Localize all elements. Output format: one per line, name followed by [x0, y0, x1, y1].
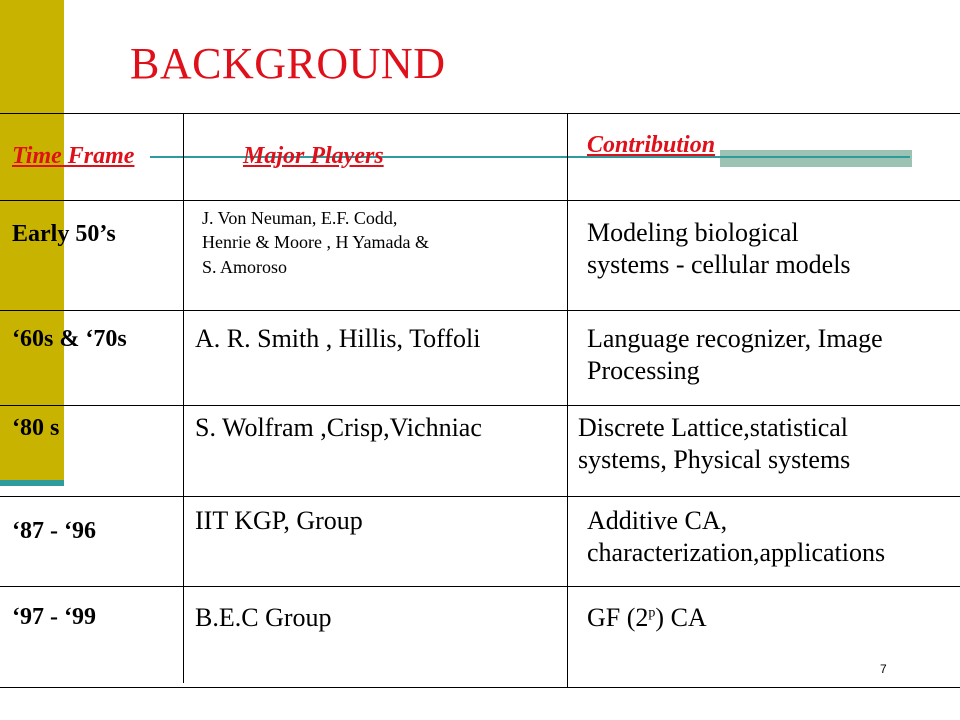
header-time-frame: Time Frame [12, 143, 135, 169]
contribution-line: Language recognizer, Image [587, 324, 883, 353]
header-accent-block [720, 150, 912, 167]
row-major-players: B.E.C Group [195, 603, 332, 632]
row-major-players: S. Wolfram ,Crisp,Vichniac [195, 413, 482, 442]
contribution-line: Processing [587, 355, 700, 385]
contribution-line: Additive CA, [587, 506, 728, 535]
header-major-players: Major Players [243, 143, 384, 169]
contribution-line: systems - cellular models [587, 249, 851, 279]
row-contribution [587, 505, 885, 568]
row-contribution [587, 323, 883, 386]
row-time-frame: ‘87 - ‘96 [12, 518, 96, 544]
contribution-line: systems, Physical systems [578, 444, 851, 474]
column-divider [183, 113, 184, 683]
player-line: S. Amoroso [202, 256, 288, 277]
table-bottom-rule [0, 687, 960, 688]
row-divider [0, 200, 960, 201]
header-contribution: Contribution [587, 132, 716, 158]
slide-title: BACKGROUND [130, 39, 446, 88]
row-time-frame: ‘60s & ‘70s [12, 326, 127, 352]
contribution-prefix: GF (2 [587, 603, 649, 632]
row-contribution [587, 602, 707, 634]
contribution-suffix: ) CA [655, 603, 707, 632]
player-line: Henrie & Moore , H Yamada & [202, 232, 429, 253]
row-major-players [202, 206, 429, 279]
row-contribution [578, 412, 850, 475]
contribution-line: Modeling biological [587, 218, 799, 247]
page-number: 7 [880, 662, 887, 676]
row-time-frame: ‘80 s [12, 415, 60, 441]
contribution-superscript: p [648, 605, 656, 621]
left-accent-teal-stripe [0, 480, 64, 486]
row-time-frame: ‘97 - ‘99 [12, 604, 96, 630]
row-major-players: A. R. Smith , Hillis, Toffoli [195, 324, 481, 353]
contribution-line: characterization,applications [587, 537, 886, 567]
column-divider [567, 113, 568, 687]
row-divider [0, 496, 960, 497]
player-line: J. Von Neuman, E.F. Codd, [202, 208, 398, 228]
contribution-line: Discrete Lattice,statistical [578, 413, 848, 442]
row-contribution [587, 217, 851, 280]
row-major-players: IIT KGP, Group [195, 506, 363, 535]
row-divider [0, 586, 960, 587]
row-divider [0, 310, 960, 311]
row-time-frame: Early 50’s [12, 221, 116, 247]
table-top-rule [0, 113, 960, 114]
row-divider [0, 405, 960, 406]
